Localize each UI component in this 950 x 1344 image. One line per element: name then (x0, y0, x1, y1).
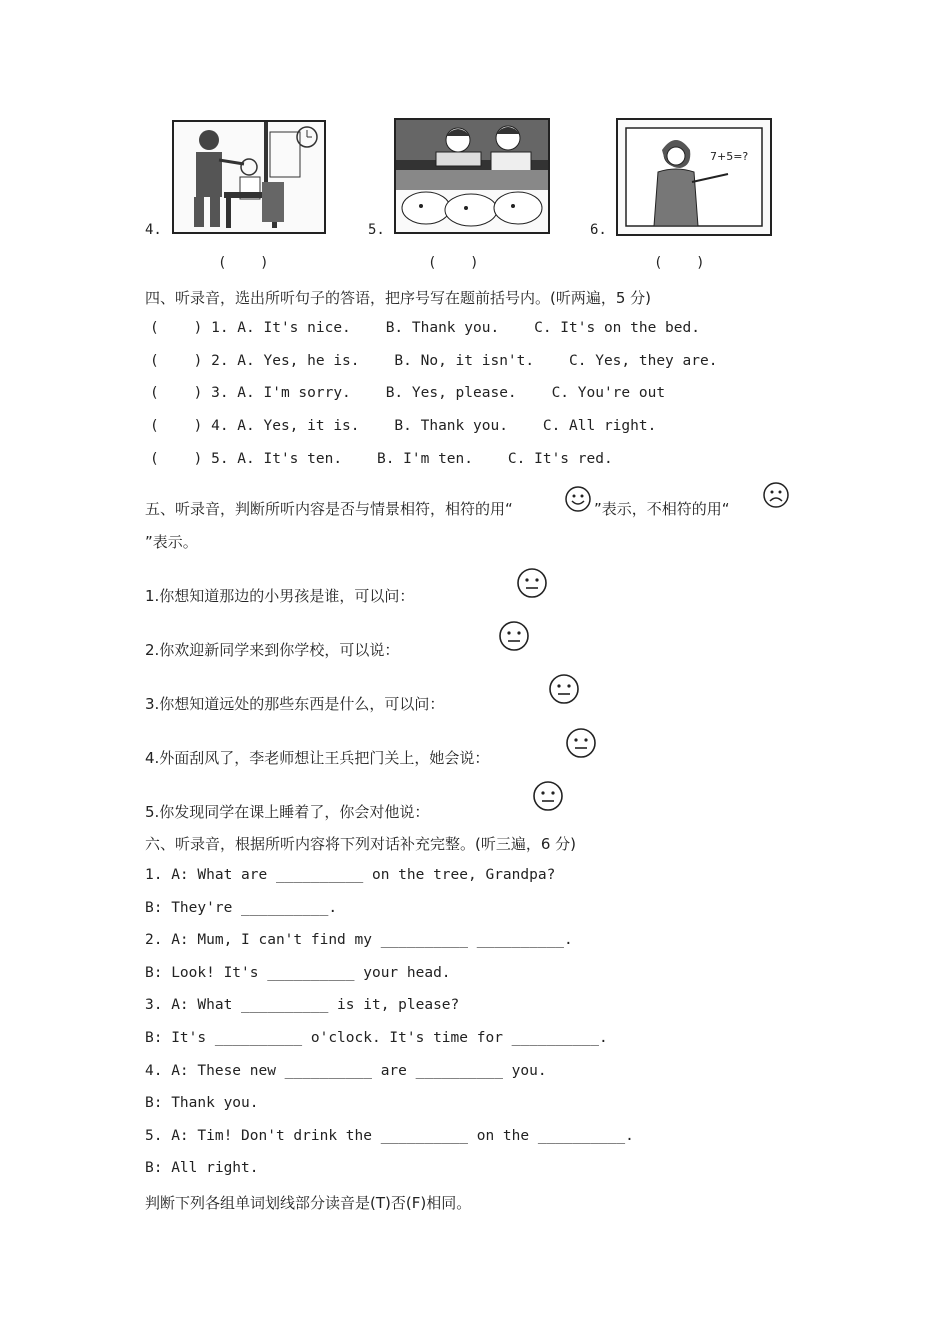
section6-line-5: 3. A: What __________ is it, please? (145, 997, 460, 1013)
section5-title-part-a: 五、听录音，判断所听内容是否与情景相符，相符的用“ (145, 500, 513, 518)
section4-item-3: ( ) 3. A. I'm sorry. B. Yes, please. C. You're out (150, 385, 666, 401)
section4-item-5: ( ) 5. A. It's ten. B. I'm ten. C. It's red. (150, 451, 613, 467)
picture-label-5: 5. (368, 222, 385, 238)
picture-teacher-board (616, 118, 772, 236)
picture-teacher-student (172, 120, 326, 234)
section5-item-3: 3.你想知道远处的那些东西是什么，可以问： (145, 695, 445, 713)
neutral-face-icon[interactable] (548, 673, 580, 705)
section7-instruction: 判断下列各组单词划线部分读音是(T)否(F)相同。 (145, 1194, 472, 1212)
board-text: 7+5=? (710, 150, 749, 163)
picture-label-4: 4. (145, 222, 162, 238)
neutral-face-icon[interactable] (565, 727, 597, 759)
frown-face-icon (762, 481, 790, 509)
neutral-face-icon[interactable] (498, 620, 530, 652)
neutral-face-icon[interactable] (532, 780, 564, 812)
section4-item-1: ( ) 1. A. It's nice. B. Thank you. C. It's on the bed. (150, 320, 700, 336)
section4-item-4: ( ) 4. A. Yes, it is. B. Thank you. C. All right. (150, 418, 657, 434)
teacher-board-illustration (618, 120, 770, 234)
picture-label-6: 6. (590, 222, 607, 238)
section6-title: 六、听录音，根据所听内容将下列对话补充完整。(听三遍，6 分) (145, 835, 577, 853)
section6-line-7: 4. A: These new __________ are __________ you. (145, 1063, 547, 1079)
section4-title: 四、听录音，选出所听句子的答语，把序号写在题前括号内。(听两遍，5 分) (145, 289, 652, 307)
section6-line-9: 5. A: Tim! Don't drink the __________ on the __________. (145, 1128, 634, 1144)
picture-boys-pigs (394, 118, 550, 234)
answer-paren-6[interactable]: ( ) (654, 255, 705, 271)
section5-item-4: 4.外面刮风了，李老师想让王兵把门关上，她会说： (145, 749, 490, 767)
section6-line-6: B: It's __________ o'clock. It's time for __________. (145, 1030, 608, 1046)
boys-pigs-illustration (396, 120, 548, 232)
section5-item-5: 5.你发现同学在课上睡着了，你会对他说： (145, 803, 430, 821)
section6-line-2: B: They're __________. (145, 900, 338, 916)
section6-line-10: B: All right. (145, 1160, 259, 1176)
neutral-face-icon[interactable] (516, 567, 548, 599)
section5-item-1: 1.你想知道那边的小男孩是谁，可以问： (145, 587, 415, 605)
section5-item-2: 2.你欢迎新同学来到你学校，可以说： (145, 641, 400, 659)
answer-paren-4[interactable]: ( ) (218, 255, 269, 271)
section6-line-1: 1. A: What are __________ on the tree, Grandpa? (145, 867, 556, 883)
answer-paren-5[interactable]: ( ) (428, 255, 479, 271)
smile-face-icon (564, 485, 592, 513)
section6-line-4: B: Look! It's __________ your head. (145, 965, 451, 981)
section6-line-3: 2. A: Mum, I can't find my __________ __________. (145, 932, 573, 948)
section5-title-part-c: ”表示。 (145, 533, 198, 551)
teacher-student-illustration (174, 122, 324, 232)
section4-item-2: ( ) 2. A. Yes, he is. B. No, it isn't. C. Yes, they are. (150, 353, 718, 369)
section5-title-part-b: ”表示，不相符的用“ (594, 500, 730, 518)
section6-line-8: B: Thank you. (145, 1095, 259, 1111)
